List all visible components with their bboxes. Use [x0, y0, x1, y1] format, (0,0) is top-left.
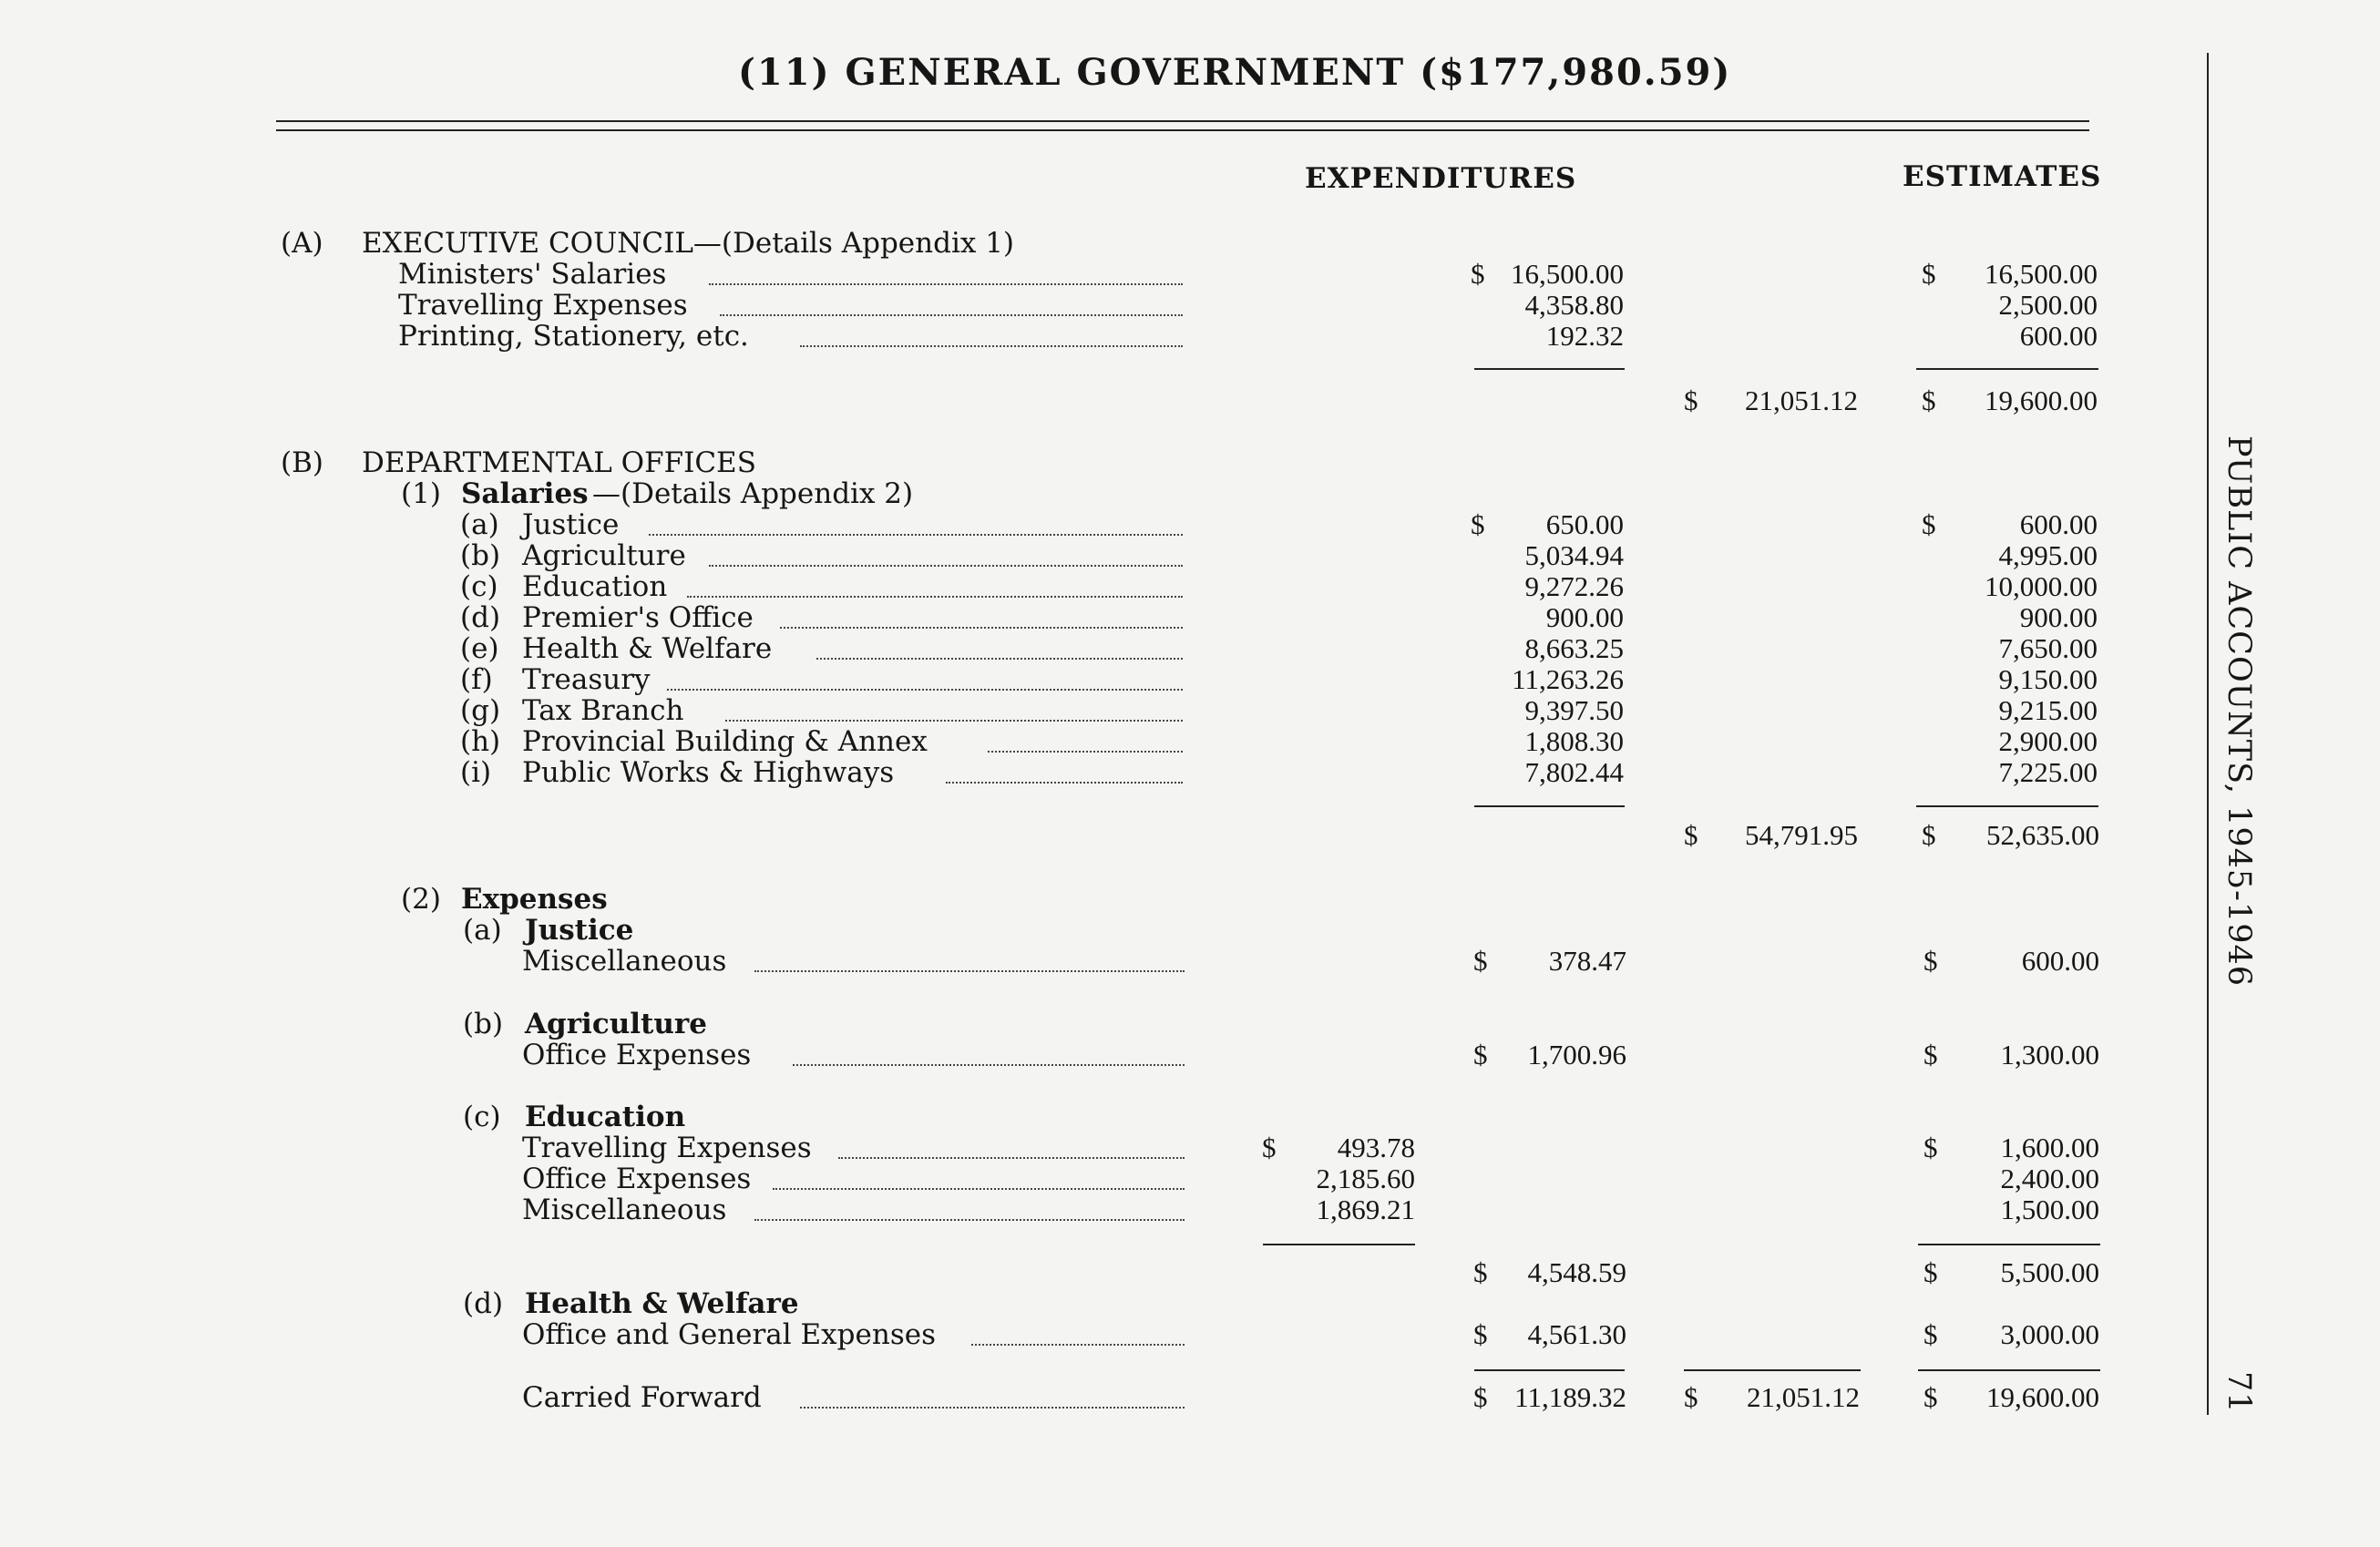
- subsection-heading: Health & Welfare: [525, 1287, 799, 1320]
- item-label: Tax Branch: [522, 694, 684, 727]
- page-title: (11) GENERAL GOVERNMENT ($177,980.59): [738, 51, 1732, 94]
- subtotal-rule: [1474, 805, 1625, 807]
- education-total-estimate: 5,500.00: [2000, 1256, 2099, 1288]
- education-expenditure-value: 2,185.60: [1316, 1163, 1415, 1194]
- currency-symbol: $: [1684, 819, 1698, 851]
- expenditure-value: 1,808.30: [1524, 725, 1624, 757]
- currency-symbol: $: [1473, 1256, 1488, 1288]
- carried-forward-section-total: 21,051.12: [1747, 1381, 1860, 1413]
- salaries-total-estimate: 52,635.00: [1986, 819, 2099, 851]
- expenditure-value: 650.00: [1545, 508, 1624, 540]
- subtotal-rule: [1263, 1244, 1415, 1245]
- dot-leader: [709, 565, 1183, 567]
- item-letter: (g): [460, 694, 501, 727]
- dot-leader: [780, 627, 1183, 629]
- currency-symbol: $: [1923, 1318, 1938, 1350]
- carried-forward-label: Carried Forward: [522, 1381, 762, 1414]
- salaries-heading: Salaries: [461, 477, 589, 510]
- currency-symbol: $: [1684, 384, 1698, 416]
- item-letter: (a): [460, 508, 499, 541]
- header-double-rule-top: [276, 120, 2089, 122]
- carried-forward-rule: [1918, 1369, 2100, 1371]
- currency-symbol: $: [1473, 1318, 1488, 1350]
- expenditure-value: 9,397.50: [1524, 694, 1624, 726]
- estimate-value: 2,500.00: [1998, 289, 2098, 321]
- item-label: Ministers' Salaries: [398, 258, 667, 291]
- expenditure-value: 900.00: [1545, 601, 1624, 633]
- subsection-heading: Education: [525, 1101, 686, 1133]
- section-a-letter: (A): [281, 227, 323, 260]
- item-label: Office Expenses: [522, 1163, 752, 1195]
- dot-leader: [988, 751, 1183, 753]
- item-letter: (c): [463, 1101, 501, 1133]
- estimate-value: 600.00: [2021, 945, 2099, 977]
- subtotal-rule: [1918, 1244, 2100, 1245]
- item-label: Office Expenses: [522, 1039, 752, 1071]
- dot-leader: [649, 534, 1183, 536]
- currency-symbol: $: [1473, 945, 1488, 977]
- item-label: Agriculture: [522, 539, 686, 572]
- margin-vertical-rule: [2207, 53, 2209, 1415]
- estimate-value: 7,650.00: [1998, 632, 2098, 664]
- item-label: Justice: [522, 508, 620, 541]
- dot-leader: [667, 689, 1183, 691]
- estimate-value: 1,500.00: [2000, 1194, 2099, 1225]
- item-label: Miscellaneous: [522, 1194, 727, 1226]
- item-label: Printing, Stationery, etc.: [398, 320, 749, 353]
- dot-leader: [838, 1157, 1185, 1159]
- currency-symbol: $: [1471, 258, 1485, 290]
- item-label: Education: [522, 570, 668, 603]
- education-expenditure-value: 493.78: [1337, 1132, 1415, 1163]
- estimate-value: 2,400.00: [2000, 1163, 2099, 1194]
- dot-leader: [754, 1219, 1185, 1221]
- salaries-number: (1): [401, 477, 441, 510]
- item-label: Premier's Office: [522, 601, 754, 634]
- currency-symbol: $: [1262, 1132, 1277, 1163]
- item-letter: (e): [460, 632, 499, 665]
- subtotal-rule: [1916, 368, 2098, 370]
- estimate-value: 2,900.00: [1998, 725, 2098, 757]
- subsection-heading: Justice: [525, 914, 634, 947]
- item-label: Provincial Building & Annex: [522, 725, 928, 758]
- carried-forward-estimate: 19,600.00: [1986, 1381, 2099, 1413]
- expenditure-value: 378.47: [1548, 945, 1626, 977]
- item-letter: (i): [460, 756, 492, 789]
- dot-leader: [946, 782, 1183, 784]
- expenditure-value: 1,700.96: [1527, 1039, 1626, 1071]
- dot-leader: [687, 596, 1183, 598]
- education-expenditure-value: 1,869.21: [1316, 1194, 1415, 1225]
- expenditure-value: 5,034.94: [1524, 539, 1624, 571]
- dot-leader: [793, 1064, 1185, 1066]
- running-title: PUBLIC ACCOUNTS, 1945-1946: [2221, 435, 2257, 988]
- item-letter: (h): [460, 725, 501, 758]
- estimate-value: 16,500.00: [1985, 258, 2098, 290]
- expenditure-value: 7,802.44: [1524, 756, 1624, 788]
- item-letter: (b): [463, 1008, 504, 1040]
- section-b-heading: DEPARTMENTAL OFFICES: [362, 446, 756, 479]
- item-label: Office and General Expenses: [522, 1318, 936, 1351]
- section-a-total-estimate: 19,600.00: [1985, 384, 2098, 416]
- item-label: Public Works & Highways: [522, 756, 895, 789]
- estimate-value: 600.00: [2019, 320, 2098, 352]
- currency-symbol: $: [1923, 945, 1938, 977]
- currency-symbol: $: [1471, 508, 1485, 540]
- expenditure-value: 4,561.30: [1527, 1318, 1626, 1350]
- estimate-value: 10,000.00: [1985, 570, 2098, 602]
- subtotal-rule: [1474, 368, 1625, 370]
- subsection-heading: Agriculture: [525, 1008, 707, 1040]
- section-a-heading: EXECUTIVE COUNCIL—(Details Appendix 1): [362, 227, 1015, 260]
- dot-leader: [754, 970, 1185, 972]
- column-header-estimates: ESTIMATES: [1903, 160, 2102, 193]
- item-letter: (c): [460, 570, 498, 603]
- estimate-value: 9,215.00: [1998, 694, 2098, 726]
- section-a-total-expenditure: 21,051.12: [1745, 384, 1858, 416]
- expenditure-value: 11,263.26: [1512, 663, 1624, 695]
- page-number: 71: [2221, 1371, 2257, 1414]
- header-double-rule-bottom: [276, 129, 2089, 131]
- currency-symbol: $: [1923, 1132, 1938, 1163]
- item-label: Treasury: [522, 663, 651, 696]
- currency-symbol: $: [1922, 384, 1936, 416]
- expenditure-value: 16,500.00: [1511, 258, 1624, 290]
- expenditure-value: 9,272.26: [1524, 570, 1624, 602]
- estimate-value: 1,300.00: [2000, 1039, 2099, 1071]
- estimate-value: 7,225.00: [1998, 756, 2098, 788]
- estimate-value: 3,000.00: [2000, 1318, 2099, 1350]
- salaries-heading-detail: —(Details Appendix 2): [592, 477, 914, 510]
- currency-symbol: $: [1922, 819, 1936, 851]
- expenses-heading: Expenses: [461, 883, 608, 916]
- subtotal-rule: [1916, 805, 2098, 807]
- expenditure-value: 8,663.25: [1524, 632, 1624, 664]
- salaries-total-expenditure: 54,791.95: [1745, 819, 1858, 851]
- item-letter: (b): [460, 539, 501, 572]
- carried-forward-expenditure: 11,189.32: [1514, 1381, 1626, 1413]
- carried-forward-rule: [1684, 1369, 1861, 1371]
- currency-symbol: $: [1922, 508, 1936, 540]
- currency-symbol: $: [1473, 1381, 1488, 1413]
- item-letter: (d): [460, 601, 501, 634]
- dot-leader: [800, 345, 1183, 347]
- dot-leader: [816, 658, 1183, 660]
- carried-forward-rule: [1474, 1369, 1625, 1371]
- estimate-value: 1,600.00: [2000, 1132, 2099, 1163]
- item-label: Health & Welfare: [522, 632, 773, 665]
- currency-symbol: $: [1473, 1039, 1488, 1071]
- currency-symbol: $: [1684, 1381, 1698, 1413]
- item-label: Travelling Expenses: [398, 289, 688, 322]
- section-b-letter: (B): [281, 446, 323, 479]
- expenditure-value: 192.32: [1545, 320, 1624, 352]
- item-letter: (f): [460, 663, 493, 696]
- dot-leader: [800, 1407, 1185, 1409]
- education-total-expenditure: 4,548.59: [1527, 1256, 1626, 1288]
- dot-leader: [720, 314, 1183, 316]
- dot-leader: [773, 1188, 1185, 1190]
- item-label: Travelling Expenses: [522, 1132, 812, 1164]
- column-header-expenditures: EXPENDITURES: [1305, 162, 1577, 195]
- estimate-value: 900.00: [2019, 601, 2098, 633]
- item-letter: (a): [463, 914, 502, 947]
- dot-leader: [709, 283, 1183, 285]
- dot-leader: [971, 1344, 1185, 1346]
- expenditure-value: 4,358.80: [1524, 289, 1624, 321]
- item-letter: (d): [463, 1287, 504, 1320]
- estimate-value: 4,995.00: [1998, 539, 2098, 571]
- estimate-value: 600.00: [2019, 508, 2098, 540]
- currency-symbol: $: [1922, 258, 1936, 290]
- expenses-number: (2): [401, 883, 441, 916]
- item-label: Miscellaneous: [522, 945, 727, 978]
- currency-symbol: $: [1923, 1381, 1938, 1413]
- dot-leader: [725, 720, 1183, 722]
- currency-symbol: $: [1923, 1039, 1938, 1071]
- estimate-value: 9,150.00: [1998, 663, 2098, 695]
- currency-symbol: $: [1923, 1256, 1938, 1288]
